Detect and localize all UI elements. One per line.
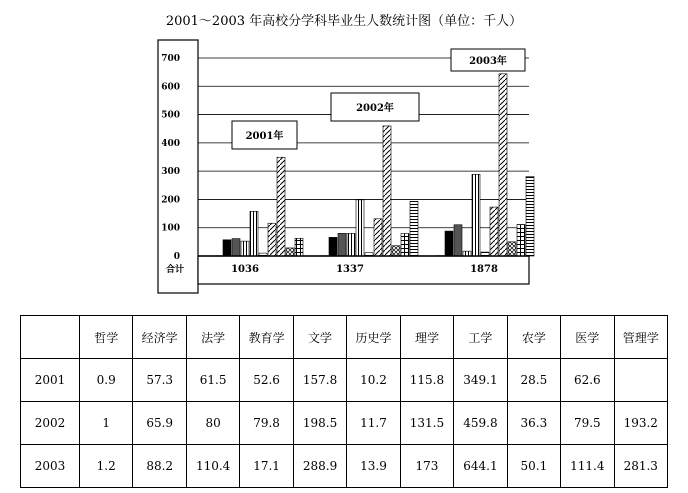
bar [508,242,516,256]
group-label: 2002年 [356,103,394,114]
table-header-cell: 管理学 [614,316,667,359]
table-cell: 111.4 [561,445,614,488]
table-header-cell: 理学 [400,316,453,359]
table-cell: 349.1 [454,359,507,402]
table-cell: 288.9 [293,445,346,488]
y-tick-label: 200 [161,195,180,206]
table-cell: 115.8 [400,359,453,402]
bar [383,126,391,256]
y-tick-label: 400 [161,138,180,149]
table-cell: 110.4 [186,445,239,488]
table-row [21,359,668,402]
group-label: 2003年 [469,56,507,67]
table-cell: 1.2 [80,445,133,488]
table-year-cell: 2002 [21,402,80,445]
bar [329,237,337,256]
table-cell: 61.5 [186,359,239,402]
bar [338,233,346,256]
table-cell: 65.9 [133,402,186,445]
bar [445,231,453,256]
totals-label: 合计 [165,265,185,275]
bar [286,248,294,256]
table-year-cell: 2003 [21,445,80,488]
table-header-cell: 哲学 [80,316,133,359]
table-cell: 644.1 [454,445,507,488]
bar [472,174,480,256]
bar [250,211,258,256]
bar [241,241,249,256]
table-cell: 11.7 [347,402,400,445]
table-header-cell: 工学 [454,316,507,359]
bar [356,200,364,256]
table-cell: 13.9 [347,445,400,488]
table-header-cell: 医学 [561,316,614,359]
table-header-row [21,316,668,359]
bar [401,234,409,256]
table-year-cell: 2001 [21,359,80,402]
data-table [20,315,668,488]
table-cell: 173 [400,445,453,488]
bar [347,233,355,256]
table-corner-cell [21,316,80,359]
bar [223,240,231,256]
bar [268,223,276,256]
table-cell: 57.3 [133,359,186,402]
table-cell: 0.9 [80,359,133,402]
bar [526,176,534,256]
y-tick-label: 600 [161,82,180,93]
table-cell [614,359,667,402]
table-cell: 88.2 [133,445,186,488]
bar [410,201,418,256]
table-cell: 28.5 [507,359,560,402]
table-cell: 459.8 [454,402,507,445]
bar [454,225,462,256]
table-cell: 1 [80,402,133,445]
bar [463,251,471,256]
y-tick-label: 100 [161,223,180,234]
y-tick-label: 700 [161,54,180,64]
total-value: 1878 [470,264,498,275]
total-value: 1337 [336,264,364,275]
y-tick-label: 300 [161,167,180,178]
table-row [21,402,668,445]
table-header-cell: 经济学 [133,316,186,359]
table-header-cell: 文学 [293,316,346,359]
bar [232,239,240,256]
bar [499,74,507,256]
table-cell: 281.3 [614,445,667,488]
table-cell: 50.1 [507,445,560,488]
table-cell: 79.8 [240,402,293,445]
table-cell: 198.5 [293,402,346,445]
table-cell: 193.2 [614,402,667,445]
group-label: 2001年 [245,131,284,142]
y-tick-label: 0 [173,252,180,262]
table-cell: 52.6 [240,359,293,402]
table-row [21,445,668,488]
bar [392,246,400,256]
bar [490,207,498,256]
bar [517,224,525,256]
table-header-cell: 法学 [186,316,239,359]
table-cell: 10.2 [347,359,400,402]
table-header-cell: 农学 [507,316,560,359]
table-header-cell: 教育学 [240,316,293,359]
table-header-cell: 历史学 [347,316,400,359]
bar [374,219,382,256]
bar [295,238,303,256]
table-cell: 80 [186,402,239,445]
table-cell: 36.3 [507,402,560,445]
bar [277,157,285,256]
table-cell: 62.6 [561,359,614,402]
table-cell: 157.8 [293,359,346,402]
chart-title: 2001～2003 年高校分学科毕业生人数统计图（单位：千人） [165,14,523,29]
table-cell: 79.5 [561,402,614,445]
table-cell: 131.5 [400,402,453,445]
y-tick-label: 500 [161,110,180,121]
total-value: 1036 [231,264,259,275]
table-cell: 17.1 [240,445,293,488]
